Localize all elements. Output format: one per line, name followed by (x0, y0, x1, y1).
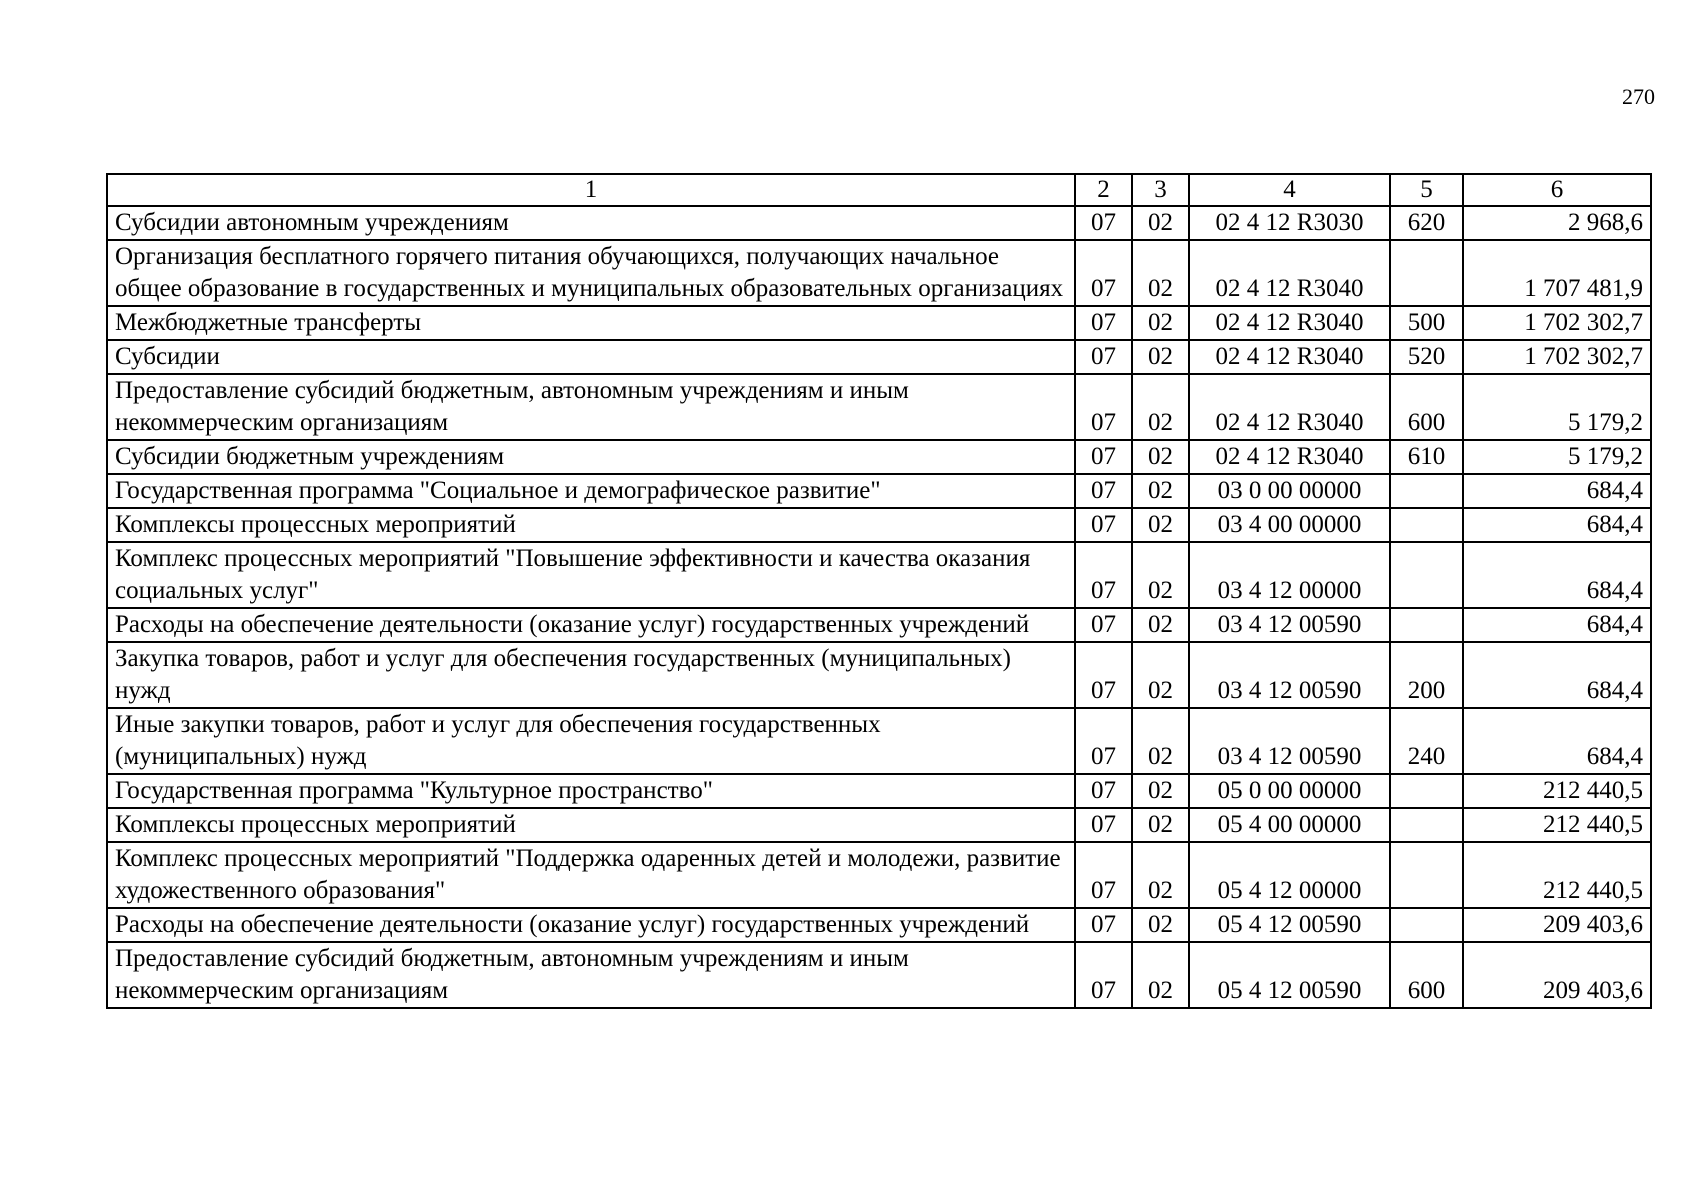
cell-name: Государственная программа "Культурное пространство" (107, 774, 1075, 808)
table-row (107, 908, 1651, 942)
cell-subsection: 02 (1132, 774, 1189, 808)
header-cell-section: 2 (1075, 174, 1132, 206)
cell-amount: 1 702 302,7 (1463, 340, 1651, 374)
cell-type: 600 (1390, 374, 1463, 440)
cell-amount: 1 707 481,9 (1463, 240, 1651, 306)
cell-target: 02 4 12 R3040 (1189, 374, 1390, 440)
cell-target: 03 4 12 00590 (1189, 642, 1390, 708)
cell-type: 200 (1390, 642, 1463, 708)
cell-type (1390, 240, 1463, 306)
cell-section: 07 (1075, 474, 1132, 508)
cell-section: 07 (1075, 340, 1132, 374)
cell-section: 07 (1075, 942, 1132, 1008)
table-row (107, 542, 1651, 608)
cell-amount: 209 403,6 (1463, 908, 1651, 942)
cell-type: 600 (1390, 942, 1463, 1008)
cell-subsection: 02 (1132, 374, 1189, 440)
cell-type: 520 (1390, 340, 1463, 374)
table-row (107, 608, 1651, 642)
table-row (107, 842, 1651, 908)
cell-target: 02 4 12 R3040 (1189, 240, 1390, 306)
header-cell-amount: 6 (1463, 174, 1651, 206)
cell-name: Иные закупки товаров, работ и услуг для обеспечения государственных (муниципальных) нужд (107, 708, 1075, 774)
header-cell-type: 5 (1390, 174, 1463, 206)
cell-section: 07 (1075, 542, 1132, 608)
cell-subsection: 02 (1132, 608, 1189, 642)
table-row (107, 508, 1651, 542)
cell-amount: 684,4 (1463, 608, 1651, 642)
cell-name: Субсидии (107, 340, 1075, 374)
table-row (107, 474, 1651, 508)
table-row (107, 774, 1651, 808)
cell-name: Комплексы процессных мероприятий (107, 508, 1075, 542)
cell-target: 02 4 12 R3040 (1189, 440, 1390, 474)
cell-amount: 212 440,5 (1463, 842, 1651, 908)
cell-type: 240 (1390, 708, 1463, 774)
cell-section: 07 (1075, 306, 1132, 340)
cell-type (1390, 608, 1463, 642)
cell-subsection: 02 (1132, 642, 1189, 708)
cell-type: 500 (1390, 306, 1463, 340)
cell-subsection: 02 (1132, 474, 1189, 508)
cell-section: 07 (1075, 508, 1132, 542)
table-row (107, 942, 1651, 1008)
budget-table (106, 173, 1652, 1009)
cell-name: Государственная программа "Социальное и демографическое развитие" (107, 474, 1075, 508)
cell-subsection: 02 (1132, 206, 1189, 240)
cell-type: 620 (1390, 206, 1463, 240)
cell-name: Предоставление субсидий бюджетным, автономным учреждениям и иным некоммерческим организациям (107, 374, 1075, 440)
cell-target: 02 4 12 R3040 (1189, 340, 1390, 374)
cell-target: 05 4 12 00000 (1189, 842, 1390, 908)
table-row (107, 808, 1651, 842)
cell-amount: 1 702 302,7 (1463, 306, 1651, 340)
cell-subsection: 02 (1132, 942, 1189, 1008)
cell-type (1390, 474, 1463, 508)
cell-name: Комплекс процессных мероприятий "Поддержка одаренных детей и молодежи, развитие художественного образования" (107, 842, 1075, 908)
cell-subsection: 02 (1132, 542, 1189, 608)
cell-subsection: 02 (1132, 340, 1189, 374)
cell-amount: 684,4 (1463, 474, 1651, 508)
cell-subsection: 02 (1132, 842, 1189, 908)
cell-type (1390, 508, 1463, 542)
cell-section: 07 (1075, 608, 1132, 642)
cell-target: 02 4 12 R3040 (1189, 306, 1390, 340)
cell-type (1390, 542, 1463, 608)
cell-name: Предоставление субсидий бюджетным, автономным учреждениям и иным некоммерческим организациям (107, 942, 1075, 1008)
cell-subsection: 02 (1132, 708, 1189, 774)
cell-subsection: 02 (1132, 508, 1189, 542)
cell-target: 03 4 12 00590 (1189, 708, 1390, 774)
cell-amount: 212 440,5 (1463, 808, 1651, 842)
cell-amount: 684,4 (1463, 708, 1651, 774)
header-cell-subsection: 3 (1132, 174, 1189, 206)
cell-name: Расходы на обеспечение деятельности (оказание услуг) государственных учреждений (107, 608, 1075, 642)
cell-section: 07 (1075, 206, 1132, 240)
cell-name: Межбюджетные трансферты (107, 306, 1075, 340)
cell-subsection: 02 (1132, 440, 1189, 474)
cell-amount: 209 403,6 (1463, 942, 1651, 1008)
cell-section: 07 (1075, 808, 1132, 842)
cell-target: 05 4 12 00590 (1189, 942, 1390, 1008)
cell-name: Расходы на обеспечение деятельности (оказание услуг) государственных учреждений (107, 908, 1075, 942)
cell-section: 07 (1075, 440, 1132, 474)
table-row (107, 306, 1651, 340)
cell-amount: 684,4 (1463, 642, 1651, 708)
cell-amount: 684,4 (1463, 508, 1651, 542)
page-number: 270 (1622, 84, 1655, 109)
cell-type (1390, 908, 1463, 942)
cell-type (1390, 842, 1463, 908)
table-row (107, 240, 1651, 306)
cell-amount: 5 179,2 (1463, 440, 1651, 474)
cell-section: 07 (1075, 774, 1132, 808)
table-body (107, 206, 1651, 1008)
cell-target: 05 0 00 00000 (1189, 774, 1390, 808)
cell-subsection: 02 (1132, 306, 1189, 340)
cell-name: Организация бесплатного горячего питания обучающихся, получающих начальное общее образование в государственных и муниципальных образовательных организациях (107, 240, 1075, 306)
header-cell-name: 1 (107, 174, 1075, 206)
table-row (107, 642, 1651, 708)
header-cell-target: 4 (1189, 174, 1390, 206)
cell-section: 07 (1075, 708, 1132, 774)
cell-subsection: 02 (1132, 908, 1189, 942)
cell-amount: 2 968,6 (1463, 206, 1651, 240)
cell-subsection: 02 (1132, 240, 1189, 306)
cell-section: 07 (1075, 240, 1132, 306)
cell-target: 03 0 00 00000 (1189, 474, 1390, 508)
cell-section: 07 (1075, 374, 1132, 440)
table-row (107, 206, 1651, 240)
cell-target: 02 4 12 R3030 (1189, 206, 1390, 240)
cell-target: 05 4 12 00590 (1189, 908, 1390, 942)
cell-subsection: 02 (1132, 808, 1189, 842)
cell-type: 610 (1390, 440, 1463, 474)
table-row (107, 374, 1651, 440)
cell-target: 05 4 00 00000 (1189, 808, 1390, 842)
cell-amount: 212 440,5 (1463, 774, 1651, 808)
cell-target: 03 4 00 00000 (1189, 508, 1390, 542)
table-row (107, 340, 1651, 374)
cell-name: Субсидии бюджетным учреждениям (107, 440, 1075, 474)
cell-name: Субсидии автономным учреждениям (107, 206, 1075, 240)
cell-type (1390, 774, 1463, 808)
cell-name: Комплекс процессных мероприятий "Повышение эффективности и качества оказания социальных услуг" (107, 542, 1075, 608)
table-row (107, 440, 1651, 474)
cell-target: 03 4 12 00590 (1189, 608, 1390, 642)
cell-section: 07 (1075, 842, 1132, 908)
cell-amount: 684,4 (1463, 542, 1651, 608)
cell-name: Комплексы процессных мероприятий (107, 808, 1075, 842)
cell-section: 07 (1075, 642, 1132, 708)
table-row (107, 708, 1651, 774)
header-row (107, 174, 1651, 206)
cell-type (1390, 808, 1463, 842)
cell-amount: 5 179,2 (1463, 374, 1651, 440)
cell-section: 07 (1075, 908, 1132, 942)
cell-name: Закупка товаров, работ и услуг для обеспечения государственных (муниципальных) нужд (107, 642, 1075, 708)
cell-target: 03 4 12 00000 (1189, 542, 1390, 608)
